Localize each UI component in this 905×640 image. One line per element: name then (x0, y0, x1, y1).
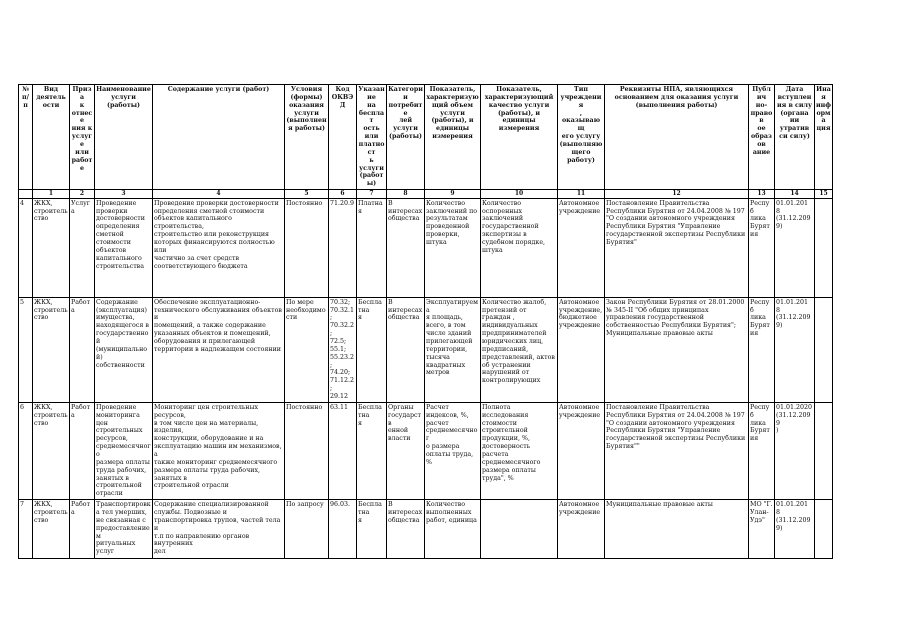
table-cell (329, 402, 357, 499)
cell-text: Содержание специализированной службы. Подвозные и транспортировка трупов, частей тела и т.п по направлению органов внутренних дел (154, 501, 281, 556)
table-cell (815, 297, 833, 402)
cell-text: Количество жалоб, претензий от граждан , индивидуальных предпринимателей юридических лиц, предписаний, представлений, актов об устранении нарушений от контролирующих (482, 298, 555, 385)
cell-text: Постановление Правительства Республики Бурятия от 24.04.2008 № 197 "О создании автономного учреждения Республики Бурятия "Управление государственной экспертизы Республики Бурятия" (606, 199, 746, 246)
table-cell (425, 297, 481, 402)
cell-text: 01.01.201 8 (31.12.209 9) (776, 501, 811, 532)
cell-text: Постоянно (286, 199, 323, 207)
table-row (19, 297, 833, 402)
cell-text: Постоянно (286, 403, 323, 411)
column-number: 9 (425, 190, 481, 199)
cell-text: 01.01.2020 (31.12.2099 ) (776, 403, 813, 435)
table-cell (357, 500, 387, 559)
table-cell (70, 198, 95, 297)
table-cell (749, 500, 775, 559)
table-cell (481, 402, 558, 499)
column-number: 10 (481, 190, 558, 199)
column-number: 3 (95, 190, 153, 199)
header-cell: Указание на бесплат ость или платност ь услуги (работы) (357, 85, 387, 190)
table-cell (285, 297, 329, 402)
cell-text: Респуб лика Бурятия (750, 298, 770, 338)
cell-text: Расчет индексов, %, расчет среднемесячног о размера оплаты труда, % (426, 403, 478, 466)
cell-text: 01.01.201 8 (31.12.209 9) (776, 298, 811, 330)
table-cell (749, 402, 775, 499)
column-number (19, 190, 33, 199)
table-cell (33, 198, 70, 297)
table-cell (387, 500, 425, 559)
table-cell (70, 297, 95, 402)
document-page (18, 84, 833, 559)
table-cell (387, 402, 425, 499)
cell-text: Постановление Правительства Республики Бурятия от 24.04.2008 № 197 "О создании автономного учреждения Республики Бурятия "Управление государственной экспертизы Республики Бурятия"" (606, 403, 746, 451)
table-cell (70, 402, 95, 499)
cell-text: В интересах общества (388, 298, 423, 322)
column-number: 1 (33, 190, 70, 199)
table-cell (285, 402, 329, 499)
table-cell (775, 297, 815, 402)
header-cell: Тип учреждения , оказывающ его услугу (выполняю щего работу) (558, 85, 605, 190)
cell-text: Респуб лика Бурятия (750, 403, 770, 443)
column-number: 8 (387, 190, 425, 199)
header-cell: Дата вступлен ия в силу (органа ии утратив си силу) (775, 85, 815, 190)
cell-text: МО "Г. Улан- Удэ" (750, 501, 773, 524)
table-row (19, 500, 833, 559)
cell-text: 4 (20, 199, 25, 207)
column-number: 12 (605, 190, 749, 199)
table-cell (357, 198, 387, 297)
table-cell (481, 297, 558, 402)
header-cell: Содержание услуги (работ) (153, 85, 285, 190)
table-cell (33, 500, 70, 559)
cell-text: ЖКХ, строитель ство (34, 298, 68, 322)
table-cell (153, 297, 285, 402)
table-cell (70, 500, 95, 559)
table-cell (387, 198, 425, 297)
header-cell: Показатель, характеризую щий объем услуги (работы), и единицы измерения (425, 85, 481, 190)
table-cell (558, 500, 605, 559)
cell-text: 5 (20, 298, 25, 306)
cell-text: Автономное учреждение (559, 403, 601, 419)
cell-text: Количество выполненных работ, единица (426, 501, 477, 524)
table-cell (95, 500, 153, 559)
cell-text: Работа (71, 298, 91, 314)
cell-text: Проведение проверки достоверности определения сметной стоимости объектов капитального строительства, строительство или реконструкция которых финансируются полностью или частично за счет средств соответствующего бюджета (154, 199, 279, 270)
table-cell (285, 198, 329, 297)
cell-text: Бесплатна я (358, 403, 382, 427)
cell-text: Количество заключений по результатам проведенной проверки, штука (426, 199, 478, 246)
cell-text: Бесплатна я (358, 298, 382, 322)
table-cell (329, 297, 357, 402)
cell-text: Автономное учреждение (559, 199, 601, 215)
header-cell: Условия (формы) оказания услуги (выполнен я работы) (285, 85, 329, 190)
table-cell (19, 297, 33, 402)
table-cell (558, 402, 605, 499)
table-cell (153, 198, 285, 297)
table-cell (357, 402, 387, 499)
table-cell (285, 500, 329, 559)
table-cell (605, 198, 749, 297)
table-cell (425, 198, 481, 297)
cell-text: Бесплатна я (358, 501, 382, 524)
cell-text: В интересах общества (388, 501, 423, 524)
cell-text: 7 (20, 501, 25, 509)
cell-text: Мониторинг цен строительных ресурсов, в том числе цен на материалы, изделия, конструкции, оборудование и на эксплуатацию машин им механизмов, а также мониторинг среднемесячного размера оплаты труда рабочих, занятых в строительной отрасли (154, 403, 282, 490)
table-cell (33, 402, 70, 499)
cell-text: Автономное учреждение (559, 501, 601, 517)
header-cell: Ина я инф орма ция (815, 85, 833, 190)
cell-text: Закон Республики Бурятия от 28.01.2000 № 345-II "Об общих принципах управления государственной собственностью Республики Бурятия"; Муниципальные правовые акты (606, 298, 745, 338)
services-table (18, 84, 833, 559)
header-cell: Показатель, характеризующий качество услуги (работы), и единицы измерения (481, 85, 558, 190)
column-number: 5 (285, 190, 329, 199)
cell-text: В интересах общества (388, 199, 423, 223)
header-row (19, 85, 833, 190)
cell-text: 96.03. (330, 501, 351, 509)
column-number-row (19, 190, 833, 199)
cell-text: Работа (71, 501, 91, 517)
table-cell (425, 500, 481, 559)
table-cell (775, 198, 815, 297)
cell-text: 6 (20, 403, 25, 411)
cell-text: Эксплуатируема я площадь, всего, в том числе зданий прилегающей территории, тысяча квадратных метров (426, 298, 478, 377)
table-cell (425, 402, 481, 499)
table-row (19, 198, 833, 297)
table-cell (605, 500, 749, 559)
cell-text: 71.20.9 (330, 199, 355, 207)
cell-text: Муниципальные правовые акты (606, 501, 713, 509)
cell-text: Проведение проверки достоверности определения сметной стоимости объектов капитального строительства (96, 199, 145, 270)
cell-text: Количество оспоренных заключений государственной экспертизы в судебном порядке, штука (482, 199, 546, 254)
table-cell (775, 402, 815, 499)
cell-text: Транспортировк а тел умерших, не связанная с предоставлением ритуальных услуг (96, 501, 151, 556)
cell-text: ЖКХ, строитель ство (34, 199, 68, 223)
column-number: 15 (815, 190, 833, 199)
table-cell (95, 198, 153, 297)
table-cell (481, 198, 558, 297)
table-cell (153, 402, 285, 499)
table-cell (815, 402, 833, 499)
header-cell: Категории потребите лей услуги (работы) (387, 85, 425, 190)
cell-text: Автономное учреждение, бюджетное учреждение (559, 298, 603, 330)
table-cell (357, 297, 387, 402)
table-cell (95, 402, 153, 499)
table-cell (558, 297, 605, 402)
cell-text: Органы государств енной власти (388, 403, 421, 443)
cell-text: Полнота исследования стоимости строительной продукции, %, достоверность расчета среднемесячного размера оплаты труда", % (482, 403, 541, 482)
cell-text: Обеспечение эксплуатационно- технического обслуживания объектов и помещений, а также содержание указанных объектов и помещений, оборудования и прилегающей территории в надлежащем состоянии (154, 298, 282, 353)
table-cell (605, 297, 749, 402)
column-number: 4 (153, 190, 285, 199)
table-cell (815, 198, 833, 297)
table-row (19, 402, 833, 499)
table-cell (33, 297, 70, 402)
column-number: 2 (70, 190, 95, 199)
cell-text: Проведение мониторинга цен строительных ресурсов, среднемесячного размера оплаты труда рабочих, занятых в строительной отрасли (96, 403, 151, 498)
table-cell (95, 297, 153, 402)
cell-text: Работа (71, 403, 91, 419)
table-cell (329, 198, 357, 297)
header-cell: Публич но- правов ое образов ание (749, 85, 775, 190)
cell-text: 70.32; 70.32.1; 70.32.2; 72.5; 55.1; 55.23.2; 74.20; 71.12.2; 29.12 (330, 298, 355, 400)
cell-text: 01.01.201 8 (31.12.209 9) (776, 199, 811, 231)
cell-text: Респуб лика Бурятия (750, 199, 770, 239)
table-cell (19, 198, 33, 297)
cell-text: Платная (358, 199, 383, 215)
table-cell (153, 500, 285, 559)
table-cell (749, 198, 775, 297)
header-cell: № п/п (19, 85, 33, 190)
column-number: 14 (775, 190, 815, 199)
table-cell (815, 500, 833, 559)
column-number: 6 (329, 190, 357, 199)
column-number: 11 (558, 190, 605, 199)
table-cell (775, 500, 815, 559)
cell-text: ЖКХ, строитель ство (34, 501, 68, 524)
cell-text: 63.11 (330, 403, 349, 411)
column-number: 7 (357, 190, 387, 199)
cell-text: Содержание (эксплуатация) имущества, находящегося в государственной (муниципальной) собственности (96, 298, 149, 369)
cell-text: Услуга (71, 199, 91, 215)
table-cell (749, 297, 775, 402)
column-number: 13 (749, 190, 775, 199)
cell-text: По запросу (286, 501, 324, 509)
header-cell: Вид деятель ости (33, 85, 70, 190)
cell-text: По мере необходимо сти (286, 298, 326, 322)
header-cell: Код ОКВЭ Д (329, 85, 357, 190)
table-cell (605, 402, 749, 499)
table-body (19, 198, 833, 558)
header-cell: Приза к отнесе ния к услуге или работе (70, 85, 95, 190)
cell-text: ЖКХ, строитель ство (34, 403, 68, 427)
table-cell (19, 500, 33, 559)
table-cell (19, 402, 33, 499)
table-cell (387, 297, 425, 402)
header-cell: Реквизиты НПА, являющихся основанием для оказания услуги (выполнения работы) (605, 85, 749, 190)
table-cell (481, 500, 558, 559)
table-cell (329, 500, 357, 559)
table-cell (558, 198, 605, 297)
header-cell: Наименование услуги (работы) (95, 85, 153, 190)
